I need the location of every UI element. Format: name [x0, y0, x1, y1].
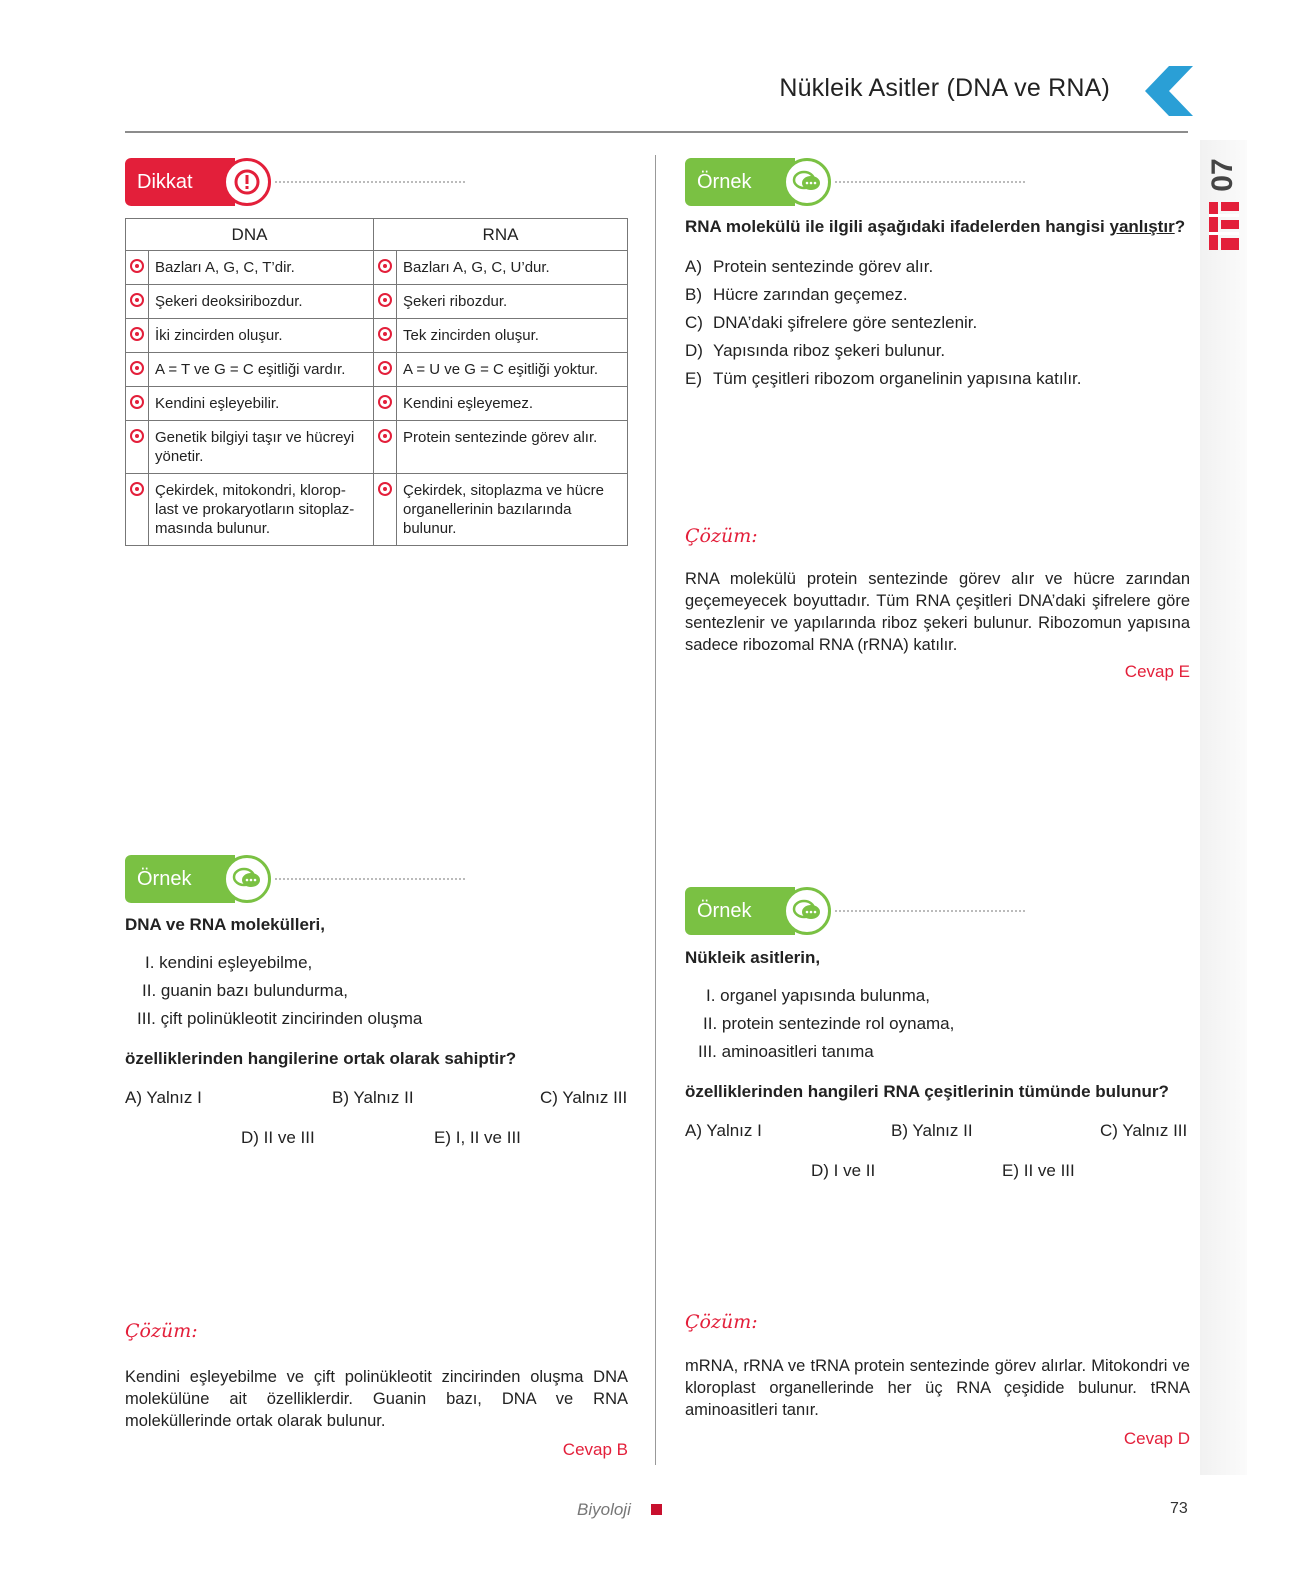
option-e: E) I, II ve III — [434, 1128, 521, 1147]
ornek-badge — [125, 855, 465, 903]
dikkat-label: Dikkat — [125, 158, 235, 206]
stem-underlined: yanlıştır — [1109, 217, 1175, 236]
table-row — [126, 387, 628, 421]
premise-2: II. guanin bazı bulundurma, — [142, 981, 349, 1000]
ornek-badge — [685, 158, 1025, 206]
bullet-icon — [130, 259, 144, 273]
solution-text: mRNA, rRNA ve tRNA protein sentezinde görev alırlar. Mitokondri ve kloroplast organellerinde her üç RNA çeşidide bulunur. tRNA aminoasitleri tanır. — [685, 1357, 1190, 1419]
bullet-icon — [378, 293, 392, 307]
ornek-label: Örnek — [685, 887, 795, 935]
option-b: B) Yalnız II — [332, 1088, 414, 1107]
solution-label: Çözüm: — [125, 1320, 198, 1342]
answer: Cevap D — [1123, 1429, 1190, 1448]
question-text: özelliklerinden hangileri RNA çeşitlerinin tümünde bulunur? — [685, 1082, 1169, 1101]
option-e: E) Tüm çeşitleri ribozom organelinin yapısına katılır. — [685, 369, 1082, 388]
page-header — [0, 0, 1303, 140]
table-cell: Tek zincirden oluşur. — [397, 319, 628, 353]
speech-bubble-icon — [783, 887, 831, 935]
bullet-icon — [378, 395, 392, 409]
option-c: C) Yalnız III — [1100, 1121, 1188, 1140]
bullet-icon — [378, 327, 392, 341]
option-a: A) Protein sentezinde görev alır. — [685, 257, 934, 276]
table-cell: Bazları A, G, C, T’dir. — [149, 251, 374, 285]
badge-dots — [835, 910, 1025, 912]
speech-bubble-icon — [783, 158, 831, 206]
table-header-dna: DNA — [126, 219, 374, 251]
bullet-icon — [130, 482, 144, 496]
premise-1: I. organel yapısında bulunma, — [706, 986, 930, 1005]
option-d: D) II ve III — [241, 1128, 315, 1147]
table-cell: Protein sentezinde görev alır. — [397, 421, 628, 474]
bullet-icon — [378, 482, 392, 496]
premise-2: II. protein sentezinde rol oynama, — [703, 1014, 955, 1033]
stem-end: ? — [1174, 217, 1186, 236]
premise-3: III. çift polinükleotit zincirinden oluşma — [137, 1009, 423, 1028]
page-number: 73 — [1170, 1500, 1188, 1517]
table-cell: Bazları A, G, C, U’dur. — [397, 251, 628, 285]
bullet-icon — [130, 395, 144, 409]
header-rule — [125, 131, 1188, 133]
premise-3: III. aminoasitleri tanıma — [698, 1042, 874, 1061]
solution-label: Çözüm: — [685, 1311, 758, 1333]
solution-text: RNA molekülü protein sentezinde görev alır ve hücre zarından geçemeyecek boyuttadır. Tüm RNA çeşitleri DNA’daki şifrelere göre sentezlenir ve yapılarında riboz şekeri bulunur. Ribozomun yapısına sadece ribozomal RNA (rRNA) katılır. — [685, 570, 1190, 654]
option-d: D) Yapısında riboz şekeri bulunur. — [685, 341, 946, 360]
publisher-logo-icon — [1209, 200, 1239, 252]
stem-text: RNA molekülü ile ilgili aşağıdaki ifadelerden hangisi — [685, 217, 1110, 236]
option-a: A) Yalnız I — [125, 1088, 202, 1107]
premise-1: I. kendini eşleyebilme, — [145, 953, 313, 972]
exclamation-icon — [223, 158, 271, 206]
unit-number: 07 — [1206, 158, 1239, 192]
table-cell: Şekeri deoksiribozdur. — [149, 285, 374, 319]
option-b: B) Hücre zarından geçemez. — [685, 285, 908, 304]
footer-square — [651, 1504, 662, 1515]
badge-dots — [275, 878, 465, 880]
footer-subject: Biyoloji — [577, 1500, 631, 1519]
table-cell: A = T ve G = C eşitliği vardır. — [149, 353, 374, 387]
question-stem: Nükleik asitlerin, — [685, 948, 821, 967]
option-a: A) Yalnız I — [685, 1121, 762, 1140]
badge-dots — [835, 181, 1025, 183]
answer: Cevap B — [562, 1440, 628, 1459]
side-strip — [1200, 140, 1247, 1475]
speech-bubble-icon — [223, 855, 271, 903]
answer: Cevap E — [1124, 662, 1190, 681]
bullet-icon — [378, 361, 392, 375]
column-divider — [655, 155, 656, 1465]
bullet-icon — [130, 429, 144, 443]
question-stem — [685, 216, 1190, 238]
dna-rna-table — [125, 218, 628, 546]
bullet-icon — [378, 259, 392, 273]
badge-dots — [275, 181, 465, 183]
table-row — [126, 319, 628, 353]
bullet-icon — [378, 429, 392, 443]
table-cell: Şekeri ribozdur. — [397, 285, 628, 319]
table-row — [126, 285, 628, 319]
bullet-icon — [130, 327, 144, 341]
question-stem: DNA ve RNA molekülleri, — [125, 915, 325, 934]
question-text: özelliklerinden hangilerine ortak olarak sahiptir? — [125, 1049, 517, 1068]
table-cell: İki zincirden oluşur. — [149, 319, 374, 353]
table-row — [126, 421, 628, 474]
table-cell: Çekirdek, mitokondri, klorop-last ve prokaryotların sitoplaz-masında bulunur. — [149, 474, 374, 546]
solution-text: Kendini eşleyebilme ve çift polinükleotit zincirinden oluşma DNA molekülüne ait özelliklerdir. Guanin bazı, DNA ve RNA moleküllerinde ortak olarak bulunur. — [125, 1368, 628, 1430]
option-d: D) I ve II — [811, 1161, 876, 1180]
option-c: C) DNA’daki şifrelere göre sentezlenir. — [685, 313, 978, 332]
chevron-left-icon — [1145, 66, 1193, 116]
option-b: B) Yalnız II — [891, 1121, 973, 1140]
table-cell: Çekirdek, sitoplazma ve hücre organellerinin bazılarında bulunur. — [397, 474, 628, 546]
solution-label: Çözüm: — [685, 525, 758, 547]
ornek-label: Örnek — [125, 855, 235, 903]
page-title: Nükleik Asitler (DNA ve RNA) — [779, 74, 1110, 102]
table-row — [126, 474, 628, 546]
dikkat-badge — [125, 158, 465, 206]
bullet-icon — [130, 361, 144, 375]
table-cell: Kendini eşleyemez. — [397, 387, 628, 421]
table-cell: A = U ve G = C eşitliği yoktur. — [397, 353, 628, 387]
option-c: C) Yalnız III — [540, 1088, 628, 1107]
ornek-badge — [685, 887, 1025, 935]
table-cell: Genetik bilgiyi taşır ve hücreyi yönetir. — [149, 421, 374, 474]
table-header-rna: RNA — [374, 219, 628, 251]
table-cell: Kendini eşleyebilir. — [149, 387, 374, 421]
table-row — [126, 251, 628, 285]
bullet-icon — [130, 293, 144, 307]
table-row — [126, 353, 628, 387]
ornek-label: Örnek — [685, 158, 795, 206]
option-e: E) II ve III — [1002, 1161, 1075, 1180]
